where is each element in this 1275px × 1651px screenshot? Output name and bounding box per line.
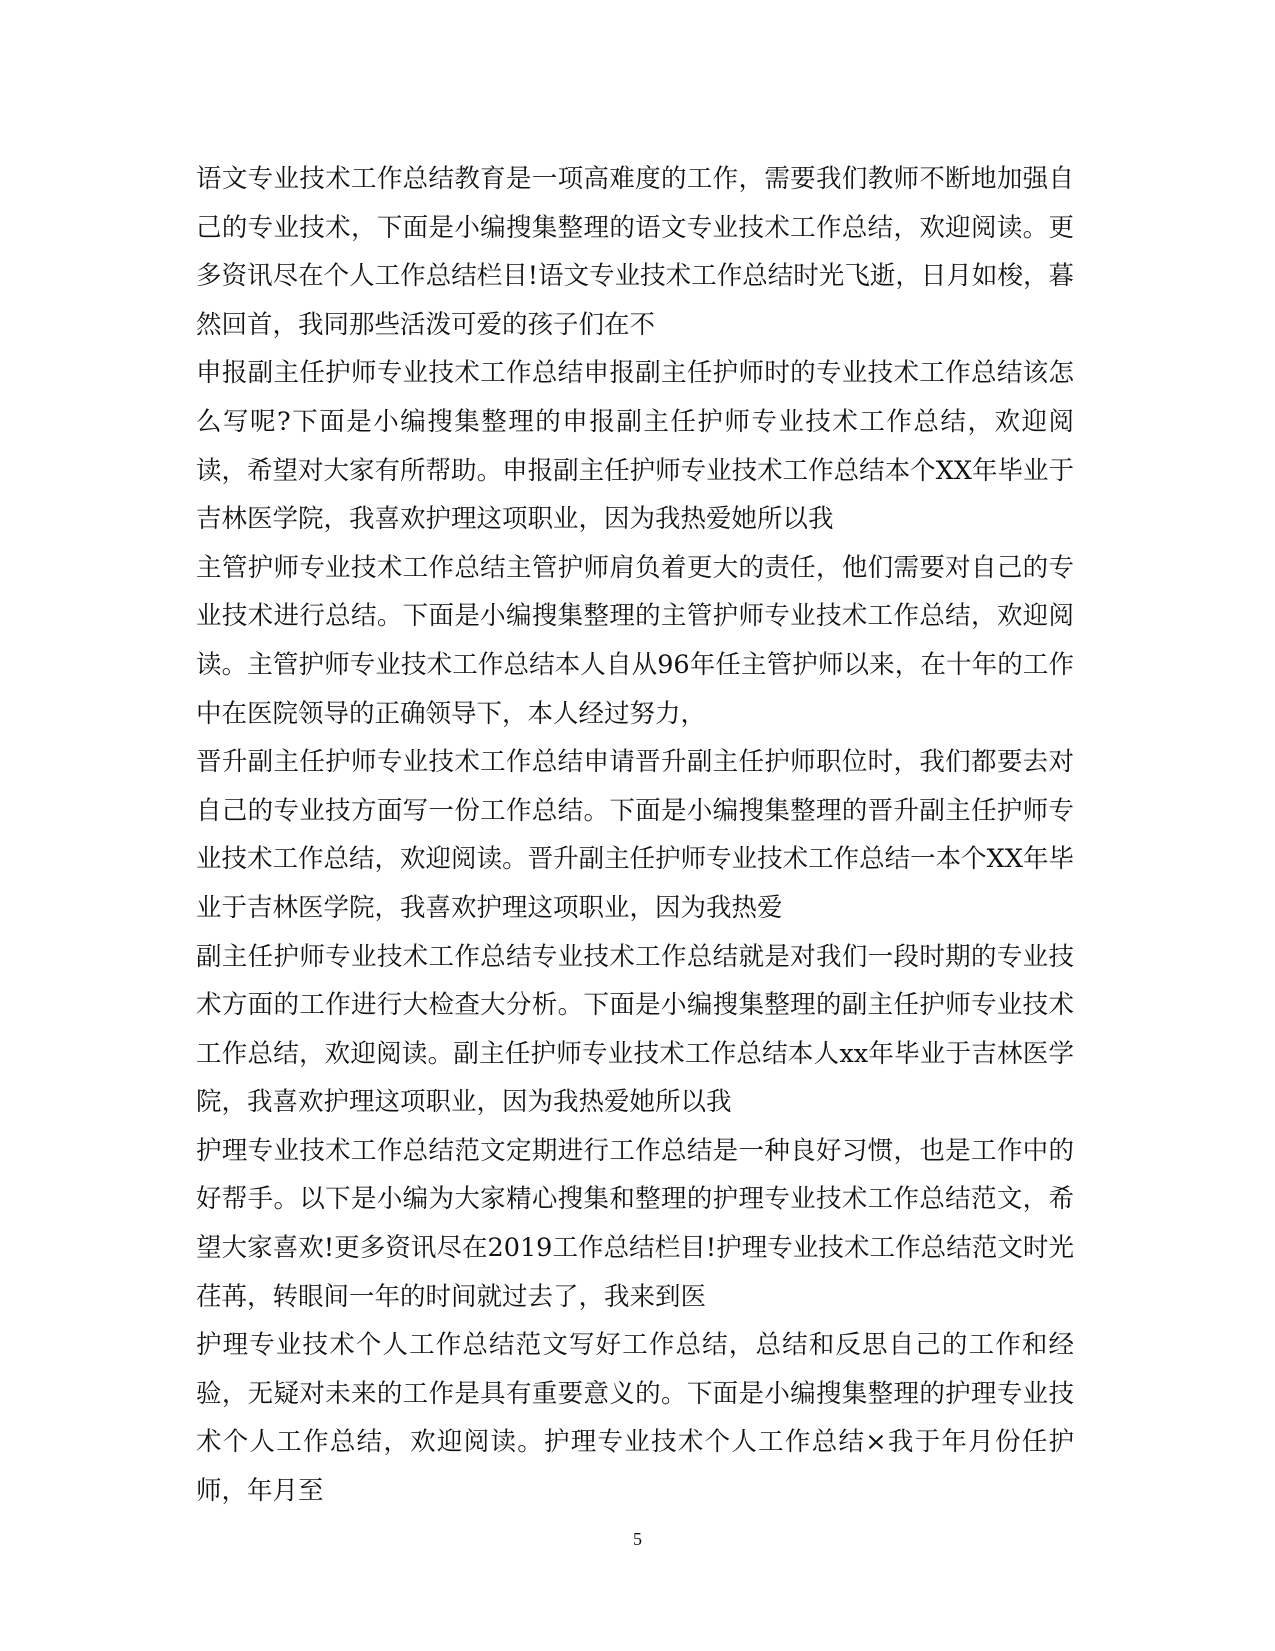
page-number: 5 [633,1529,642,1549]
paragraph-deputy-chief-nurse-promotion: 晋升副主任护师专业技术工作总结申请晋升副主任护师职位时，我们都要去对自己的专业技方面写一份工作总结。下面是小编搜集整理的晋升副主任护师专业技术工作总结，欢迎阅读。晋升副主任护师专业技术工作总结一本个XX年毕业于吉林医学院，我喜欢护理这项职业，因为我热爱 [196,747,1074,923]
paragraph-deputy-chief-nurse-application: 申报副主任护师专业技术工作总结申报副主任护师时的专业技术工作总结该怎么写呢?下面是小编搜集整理的申报副主任护师专业技术工作总结，欢迎阅读，希望对大家有所帮助。申报副主任护师专业技术工作总结本个XX年毕业于吉林医学院，我喜欢护理这项职业，因为我热爱她所以我 [196,358,1074,535]
paragraph-nursing-technical-summary: 护理专业技术工作总结范文定期进行工作总结是一种良好习惯，也是工作中的好帮手。以下是小编为大家精心搜集和整理的护理专业技术工作总结范文，希望大家喜欢!更多资讯尽在2019工作总结栏目!护理专业技术工作总结范文时光荏苒，转眼间一年的时间就过去了，我来到医 [196,1135,1074,1312]
paragraph-nursing-personal-summary: 护理专业技术个人工作总结范文写好工作总结，总结和反思自己的工作和经验，无疑对未来的工作是具有重要意义的。下面是小编搜集整理的护理专业技术个人工作总结，欢迎阅读。护理专业技术个人工作总结×我于年月份任护师，年月至 [196,1330,1074,1507]
paragraph-deputy-chief-nurse-summary: 副主任护师专业技术工作总结专业技术工作总结就是对我们一段时期的专业技术方面的工作进行大检查大分析。下面是小编搜集整理的副主任护师专业技术工作总结，欢迎阅读。副主任护师专业技术工作总结本人xx年毕业于吉林医学院，我喜欢护理这项职业，因为我热爱她所以我 [196,941,1074,1118]
paragraph-supervising-nurse-summary: 主管护师专业技术工作总结主管护师肩负着更大的责任，他们需要对自己的专业技术进行总结。下面是小编搜集整理的主管护师专业技术工作总结，欢迎阅读。主管护师专业技术工作总结本人自从96年任主管护师以来，在十年的工作中在医院领导的正确领导下，本人经过努力， [196,552,1074,729]
document-body [196,155,1074,1516]
paragraph-chinese-teaching-summary: 语文专业技术工作总结教育是一项高难度的工作，需要我们教师不断地加强自己的专业技术，下面是小编搜集整理的语文专业技术工作总结，欢迎阅读。更多资讯尽在个人工作总结栏目!语文专业技术工作总结时光飞逝，日月如梭，暮然回首，我同那些活泼可爱的孩子们在不 [196,164,1074,340]
